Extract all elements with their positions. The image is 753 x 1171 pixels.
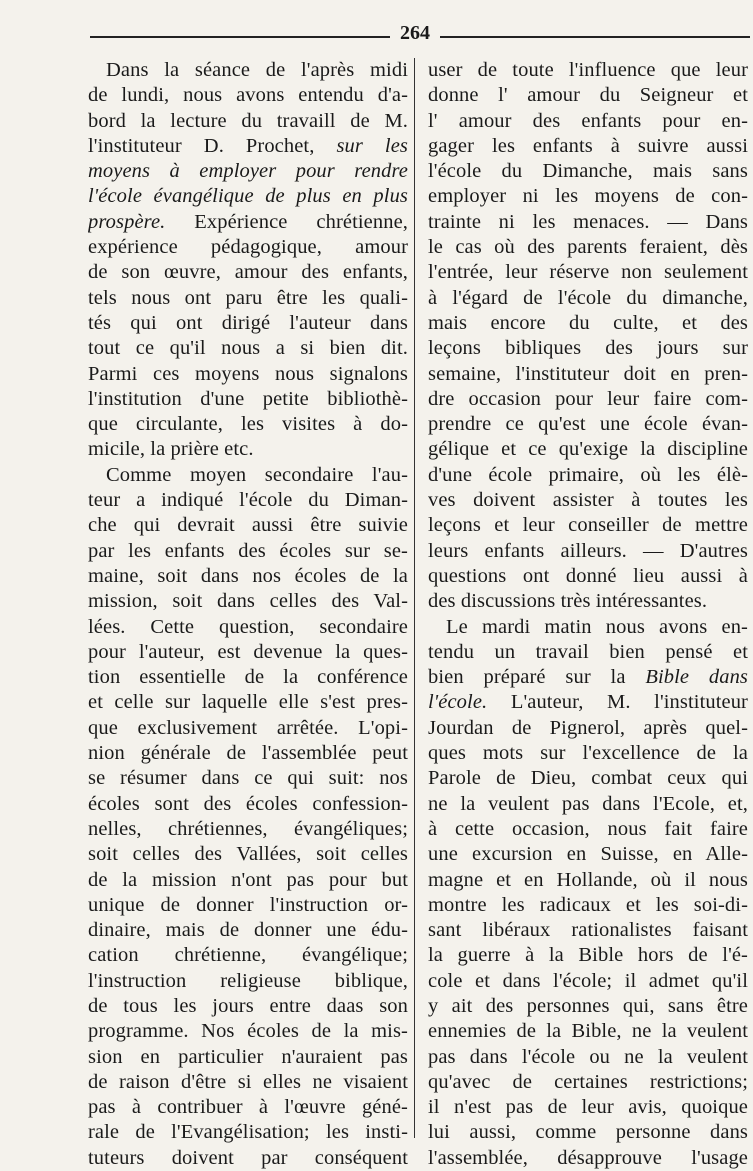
text-line: [88, 994, 408, 1019]
line-text: par les enfants des écoles sur se-: [88, 539, 408, 562]
line-text: d'une école primaire, où les élè-: [428, 463, 748, 486]
text-line: [88, 741, 408, 766]
text-line: [428, 159, 748, 184]
text-line: [428, 463, 748, 488]
text-line: [88, 842, 408, 867]
text-line: [88, 387, 408, 412]
line-text: maine, soit dans nos écoles de la: [88, 564, 408, 587]
text-line: [88, 792, 408, 817]
line-text: unique de donner l'instruction or-: [88, 893, 408, 916]
line-text: que circulante, les visites à do-: [88, 413, 408, 436]
text-line: [88, 640, 408, 665]
line-text: l'assemblée, désapprouve l'usage: [428, 1146, 748, 1169]
line-text: bord la lecture du travaill de M.: [88, 109, 408, 132]
text-line: [428, 336, 748, 361]
line-text: employer ni les moyens de con-: [428, 185, 748, 208]
line-text: ques mots sur l'excellence de la: [428, 742, 748, 765]
text-line: [428, 1120, 748, 1145]
text-line: [428, 842, 748, 867]
line-text: tuteurs doivent par conséquent: [88, 1146, 408, 1169]
text-line: [88, 286, 408, 311]
italic-text: moyens à employer pour rendre: [88, 160, 408, 183]
italic-text: Bible dans: [645, 666, 748, 689]
text-line: [88, 58, 408, 83]
line-text: donne l' amour du Seigneur et: [428, 84, 748, 107]
right-column: [428, 58, 748, 1171]
text-line: [88, 159, 408, 184]
text-line: [88, 235, 408, 260]
line-text: l'institution d'une petite bibliothè-: [88, 387, 408, 410]
text-line: [428, 412, 748, 437]
line-text: ne la veulent pas dans l'Ecole, et,: [428, 792, 748, 815]
text-line: [428, 615, 748, 640]
line-text: magne et en Hollande, où il nous: [428, 868, 748, 891]
line-text: de raison d'être si elles ne visaient: [88, 1070, 408, 1093]
line-text: dre occasion pour leur faire com-: [428, 387, 748, 410]
text-line: [88, 969, 408, 994]
text-line: [88, 539, 408, 564]
line-text: à l'égard de l'école du dimanche,: [428, 286, 748, 309]
text-line: [88, 1120, 408, 1145]
text-line: [428, 109, 748, 134]
page-header: [90, 18, 750, 44]
text-line: [428, 640, 748, 665]
text-line: [428, 286, 748, 311]
text-line: [88, 134, 408, 159]
line-text: L'auteur, M. l'instituteur: [487, 691, 748, 714]
text-line: [428, 1070, 748, 1095]
line-text: Parmi ces moyens nous signalons: [88, 362, 408, 385]
line-text: gélique et ce qu'exige la discipline: [428, 438, 748, 461]
text-line: [88, 615, 408, 640]
text-line: [88, 210, 408, 235]
text-line: [428, 741, 748, 766]
text-line: [88, 336, 408, 361]
header-rule-left: [90, 36, 390, 38]
text-line: [88, 83, 408, 108]
line-text: l'entrée, leur réserve non seulement: [428, 261, 748, 284]
text-line: [88, 690, 408, 715]
text-line: [428, 792, 748, 817]
line-text: une excursion en Suisse, en Alle-: [428, 843, 748, 866]
line-text: l' amour des enfants pour en-: [428, 109, 748, 132]
text-line: [428, 1095, 748, 1120]
text-line: [428, 311, 748, 336]
line-text: de son œuvre, amour des enfants,: [88, 261, 408, 284]
line-text: mission, soit dans celles des Val-: [88, 590, 408, 613]
line-text: montre les radicaux et les soi-di-: [428, 893, 748, 916]
line-text: y ait des personnes qui, sans être: [428, 994, 748, 1017]
line-text: de tous les jours entre daas son: [88, 994, 408, 1017]
text-line: [428, 969, 748, 994]
text-line: [428, 564, 748, 589]
text-line: [428, 134, 748, 159]
line-text: Expérience chrétienne,: [165, 210, 408, 233]
line-text: bien préparé sur la: [428, 666, 646, 689]
line-text: sant libéraux rationalistes faisant: [428, 919, 748, 942]
line-text: tés qui ont dirigé l'auteur dans: [88, 311, 408, 334]
text-line: [428, 766, 748, 791]
line-text: l'école du Dimanche, mais sans: [428, 160, 748, 183]
text-line: [428, 943, 748, 968]
line-text: nion générale de l'assemblée peut: [88, 742, 408, 765]
line-text: écoles sont des écoles confession-: [88, 792, 408, 815]
line-text: de la mission n'ont pas pour but: [88, 868, 408, 891]
line-text: de lundi, nous avons entendu d'a-: [88, 84, 408, 107]
line-text: trainte ni les menaces. — Dans: [428, 210, 748, 233]
line-text: micile, la prière etc.: [88, 438, 254, 461]
line-text: rale de l'Evangélisation; les insti-: [88, 1121, 408, 1144]
line-text: pas dans l'école ou ne la veulent: [428, 1045, 748, 1068]
line-text: dinaire, mais de donner une édu-: [88, 919, 408, 942]
line-text: se résumer dans ce qui suit: nos: [88, 767, 408, 790]
line-text: il n'est pas de leur avis, quoique: [428, 1096, 748, 1119]
left-column: [88, 58, 408, 1171]
text-line: [88, 564, 408, 589]
text-line: [88, 868, 408, 893]
text-line: [88, 184, 408, 209]
line-text: lui aussi, comme personne dans: [428, 1121, 748, 1144]
line-text: ennemies de la Bible, ne la veulent: [428, 1020, 748, 1043]
line-text: prendre ce qu'est une école évan-: [428, 413, 748, 436]
text-line: [88, 918, 408, 943]
text-line: [88, 716, 408, 741]
line-text: Comme moyen secondaire l'au-: [106, 463, 408, 486]
text-line: [428, 539, 748, 564]
text-line: [428, 184, 748, 209]
line-text: des discussions très intéressantes.: [428, 590, 708, 613]
line-text: mais encore du culte, et des: [428, 311, 748, 334]
line-text: pour l'auteur, est devenue la ques-: [88, 640, 408, 663]
header-rule-right: [440, 36, 750, 38]
page-number: 264: [400, 22, 430, 44]
line-text: che qui devrait aussi être suivie: [88, 514, 408, 537]
line-text: tion essentielle de la conférence: [88, 666, 408, 689]
text-line: [88, 665, 408, 690]
line-text: soit celles des Vallées, soit celles: [88, 843, 408, 866]
text-line: [428, 387, 748, 412]
text-line: [428, 260, 748, 285]
line-text: leçons et leur conseiller de mettre: [428, 514, 748, 537]
text-line: [428, 1146, 748, 1171]
text-line: [428, 235, 748, 260]
line-text: cation chrétienne, évangélique;: [88, 944, 408, 967]
line-text: gager les enfants à suivre aussi: [428, 134, 748, 157]
line-text: tout ce qu'il nous a si bien dit.: [88, 337, 408, 360]
text-line: [88, 589, 408, 614]
text-line: [428, 665, 748, 690]
line-text: cole et dans l'école; il admet qu'il: [428, 969, 748, 992]
line-text: user de toute l'influence que leur: [428, 59, 748, 81]
text-line: [88, 943, 408, 968]
text-line: [88, 513, 408, 538]
text-line: [428, 690, 748, 715]
line-text: teur a indiqué l'école du Diman-: [88, 489, 408, 512]
line-text: leurs enfants ailleurs. — D'autres: [428, 539, 748, 562]
line-text: tendu un travail bien pensé et: [428, 640, 748, 663]
line-text: pas à contribuer à l'œuvre géné-: [88, 1096, 408, 1119]
text-line: [88, 362, 408, 387]
text-line: [428, 868, 748, 893]
line-text: ves doivent assister à toutes les: [428, 489, 748, 512]
text-line: [88, 1045, 408, 1070]
text-line: [88, 1146, 408, 1171]
text-line: [88, 412, 408, 437]
text-line: [428, 817, 748, 842]
line-text: que exclusivement arrêtée. L'opi-: [88, 716, 408, 739]
text-line: [88, 766, 408, 791]
line-text: Parole de Dieu, combat ceux qui: [428, 767, 748, 790]
text-line: [428, 994, 748, 1019]
line-text: Le mardi matin nous avons en-: [446, 615, 748, 638]
text-line: [428, 83, 748, 108]
text-line: [88, 1070, 408, 1095]
text-line: [428, 589, 748, 614]
text-line: [88, 109, 408, 134]
line-text: Jourdan de Pignerol, après quel-: [428, 716, 748, 739]
line-text: à cette occasion, nous fait faire: [428, 817, 748, 840]
line-text: le cas où des parents feraient, dès: [428, 236, 748, 259]
line-text: lées. Cette question, secondaire: [88, 615, 408, 638]
text-line: [428, 918, 748, 943]
line-text: sion en particulier n'auraient pas: [88, 1045, 408, 1068]
text-line: [88, 1095, 408, 1120]
text-line: [428, 437, 748, 462]
text-line: [428, 513, 748, 538]
text-line: [428, 1045, 748, 1070]
text-line: [88, 1019, 408, 1044]
line-text: tels nous ont paru être les quali-: [88, 286, 408, 309]
line-text: programme. Nos écoles de la mis-: [88, 1020, 408, 1043]
text-line: [88, 893, 408, 918]
italic-text: l'école.: [428, 691, 488, 714]
text-line: [88, 488, 408, 513]
text-line: [88, 463, 408, 488]
text-line: [88, 817, 408, 842]
line-text: l'instruction religieuse biblique,: [88, 969, 408, 992]
line-text: Dans la séance de l'après midi: [106, 59, 408, 81]
text-line: [88, 437, 408, 462]
text-line: [428, 58, 748, 83]
italic-text: l'école évangélique de plus en plus: [88, 185, 408, 208]
italic-text: prospère.: [88, 210, 166, 233]
text-line: [428, 362, 748, 387]
line-text: l'instituteur D. Prochet,: [88, 134, 337, 157]
line-text: expérience pédagogique, amour: [88, 236, 408, 259]
column-divider: [414, 58, 415, 1138]
text-line: [88, 311, 408, 336]
text-line: [428, 210, 748, 235]
line-text: nelles, chrétiennes, évangéliques;: [88, 817, 408, 840]
text-line: [428, 1019, 748, 1044]
line-text: qu'avec de certaines restrictions;: [428, 1070, 748, 1093]
text-line: [88, 260, 408, 285]
line-text: questions ont donné lieu aussi à: [428, 564, 748, 587]
line-text: semaine, l'instituteur doit en pren-: [428, 362, 748, 385]
text-line: [428, 893, 748, 918]
line-text: la guerre à la Bible hors de l'é-: [428, 944, 748, 967]
italic-text: sur les: [336, 134, 408, 157]
line-text: leçons bibliques des jours sur: [428, 337, 748, 360]
line-text: et celle sur laquelle elle s'est pres-: [88, 691, 408, 714]
text-line: [428, 488, 748, 513]
text-line: [428, 716, 748, 741]
